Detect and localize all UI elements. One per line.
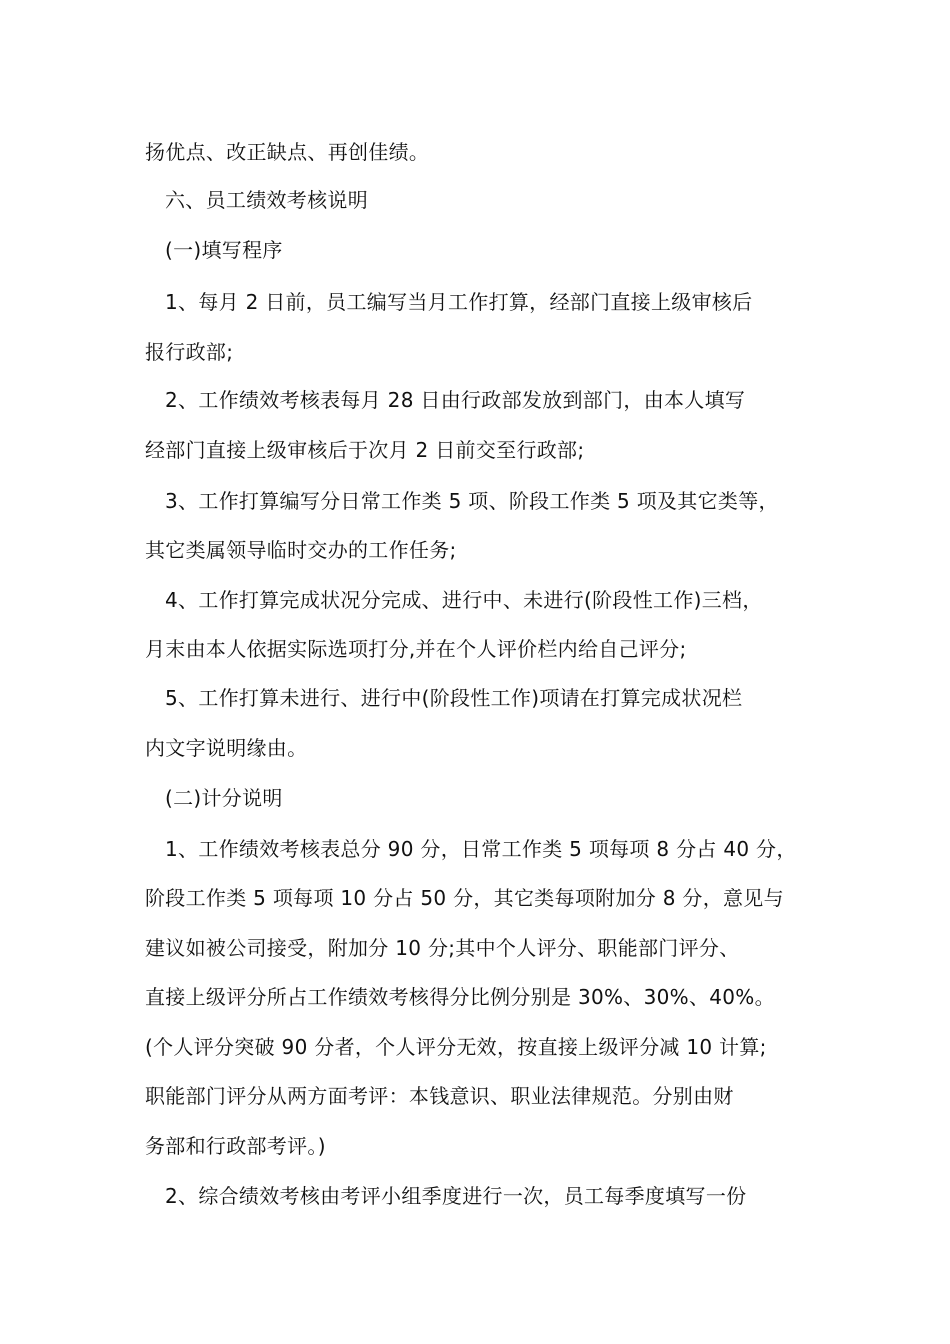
text-line: (个人评分突破 90 分者，个人评分无效，按直接上级评分减 10 计算; xyxy=(145,1035,767,1059)
text-line: 内文字说明缘由。 xyxy=(145,736,308,760)
subsection-heading: (一)填写程序 xyxy=(165,238,283,262)
text-line: 其它类属领导临时交办的工作任务; xyxy=(145,538,457,562)
text-line: 职能部门评分从两方面考评：本钱意识、职业法律规范。分别由财 xyxy=(145,1084,734,1108)
text-line: 4、工作打算完成状况分完成、进行中、未进行(阶段性工作)三档， xyxy=(165,588,763,612)
text-line: 经部门直接上级审核后于次月 2 日前交至行政部; xyxy=(145,438,585,462)
text-line: 报行政部; xyxy=(145,340,234,364)
text-line: 2、综合绩效考核由考评小组季度进行一次，员工每季度填写一份 xyxy=(165,1184,747,1208)
text-line: 扬优点、改正缺点、再创佳绩。 xyxy=(145,140,430,164)
text-line: 阶段工作类 5 项每项 10 分占 50 分，其它类每项附加分 8 分，意见与 xyxy=(145,886,784,910)
text-line: 3、工作打算编写分日常工作类 5 项、阶段工作类 5 项及其它类等， xyxy=(165,489,779,513)
text-line: 1、每月 2 日前，员工编写当月工作打算，经部门直接上级审核后 xyxy=(165,290,753,314)
text-line: 1、工作绩效考核表总分 90 分，日常工作类 5 项每项 8 分占 40 分， xyxy=(165,837,797,861)
text-line: 2、工作绩效考核表每月 28 日由行政部发放到部门，由本人填写 xyxy=(165,388,746,412)
subsection-heading: (二)计分说明 xyxy=(165,786,283,810)
section-heading: 六、员工绩效考核说明 xyxy=(165,188,368,212)
text-line: 务部和行政部考评。) xyxy=(145,1134,326,1158)
text-line: 5、工作打算未进行、进行中(阶段性工作)项请在打算完成状况栏 xyxy=(165,686,743,710)
text-line: 建议如被公司接受，附加分 10 分;其中个人评分、职能部门评分、 xyxy=(145,936,740,960)
text-line: 直接上级评分所占工作绩效考核得分比例分别是 30%、30%、40%。 xyxy=(145,985,775,1009)
text-line: 月末由本人依据实际选项打分,并在个人评价栏内给自己评分; xyxy=(145,637,687,661)
